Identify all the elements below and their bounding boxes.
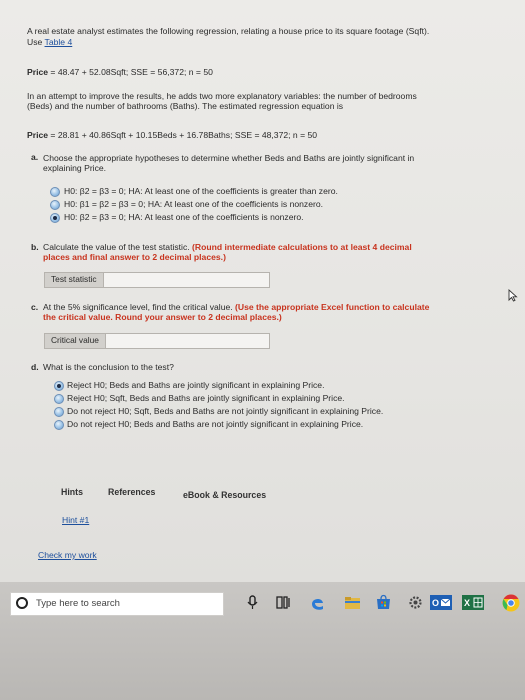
equation-2 [27,130,317,141]
paragraph-line-2: (Beds) and the number of bathrooms (Baths). The estimated regression equation is [27,101,344,111]
test-statistic-label: Test statistic [45,273,104,287]
question-a-radio-3-selected[interactable] [50,213,60,223]
question-d-radio-2[interactable] [54,394,64,404]
question-c-instruction-1: (Use the appropriate Excel function to calculate [235,302,430,312]
test-statistic-input[interactable] [125,273,269,287]
question-d-option-1: Reject H0; Beds and Baths are jointly significant in explaining Price. [67,380,325,390]
search-placeholder: Type here to search [36,598,120,609]
paragraph-line-1: In an attempt to improve the results, he adds two more explanatory variables: the number of bedrooms [27,91,417,101]
tab-references[interactable]: References [108,487,156,497]
question-d-radio-4[interactable] [54,420,64,430]
tab-hints[interactable]: Hints [61,487,83,497]
use-table-line [27,37,72,48]
question-c-plain: At the 5% significance level, find the critical value. [43,302,233,312]
excel-icon[interactable] [462,594,484,611]
taskbar-search-box[interactable] [10,592,224,616]
store-icon[interactable] [375,594,392,611]
mouse-cursor-icon [508,289,518,302]
critical-value-box [44,333,270,349]
question-b-instruction-2: places and final answer to 2 decimal places.) [43,252,226,262]
question-d-radio-3[interactable] [54,407,64,417]
hint-1-link[interactable]: Hint #1 [62,515,90,525]
question-d-letter: d. [31,362,39,372]
question-b-plain: Calculate the value of the test statistic. [43,242,190,252]
test-statistic-box [44,272,270,288]
settings-gear-icon[interactable] [407,594,424,611]
question-d-radio-1-selected[interactable] [54,381,64,391]
intro-text: A real estate analyst estimates the following regression, relating a house price to its square footage (Sqft). [27,26,430,36]
price-hat-2: Price [27,130,49,140]
equation-1-rhs: = 48.47 + 52.08Sqft; SSE = 56,372; n = 50 [50,67,213,77]
check-my-work-link[interactable]: Check my work [38,550,97,560]
cortana-icon [16,597,28,609]
svg-text:X: X [464,598,471,608]
question-b-letter: b. [31,242,39,252]
edge-icon[interactable] [309,594,326,611]
question-d-text: What is the conclusion to the test? [43,362,174,372]
question-b-instruction-1: (Round intermediate calculations to at least 4 decimal [192,242,412,252]
question-a-radio-1[interactable] [50,187,60,197]
tab-ebook-resources[interactable]: eBook & Resources [183,490,267,500]
windows-taskbar [0,582,525,700]
question-d-option-2: Reject H0; Sqft, Beds and Baths are jointly significant in explaining Price. [67,393,345,403]
file-explorer-icon[interactable] [344,594,361,611]
question-a-option-2: H0: β1 = β2 = β3 = 0; HA: At least one of the coefficients is nonzero. [64,199,324,209]
price-hat-1: Price [27,67,49,77]
question-a-option-1: H0: β2 = β3 = 0; HA: At least one of the coefficients is greater than zero. [64,186,338,196]
question-a-option-3: H0: β2 = β3 = 0; HA: At least one of the coefficients is nonzero. [64,212,304,222]
critical-value-label: Critical value [45,334,106,348]
question-a-line-2: explaining Price. [43,163,107,173]
equation-2-rhs: = 28.81 + 40.86Sqft + 10.15Beds + 16.78Baths; SSE = 48,372; n = 50 [50,130,318,140]
question-a-radio-2[interactable] [50,200,60,210]
microphone-icon[interactable] [244,594,261,611]
question-c-letter: c. [31,302,39,312]
question-c-instruction-2: the critical value. Round your answer to 2 decimal places.) [43,312,282,322]
equation-1 [27,67,213,78]
outlook-icon[interactable] [430,594,452,611]
question-a-line-1: Choose the appropriate hypotheses to determine whether Beds and Baths are jointly significant in [43,153,415,163]
question-d-option-3: Do not reject H0; Sqft, Beds and Baths are not jointly significant in explaining Price. [67,406,384,416]
question-c-line-1 [43,302,429,313]
chrome-icon[interactable] [502,594,520,612]
svg-text:O: O [432,598,440,608]
task-view-icon[interactable] [275,594,292,611]
question-d-option-4: Do not reject H0; Beds and Baths are not jointly significant in explaining Price. [67,419,364,429]
table-4-link[interactable]: Table 4 [44,37,73,47]
critical-value-input[interactable] [115,334,269,348]
question-a-letter: a. [31,152,39,162]
use-label: Use [27,37,43,47]
question-b-line-1 [43,242,412,253]
